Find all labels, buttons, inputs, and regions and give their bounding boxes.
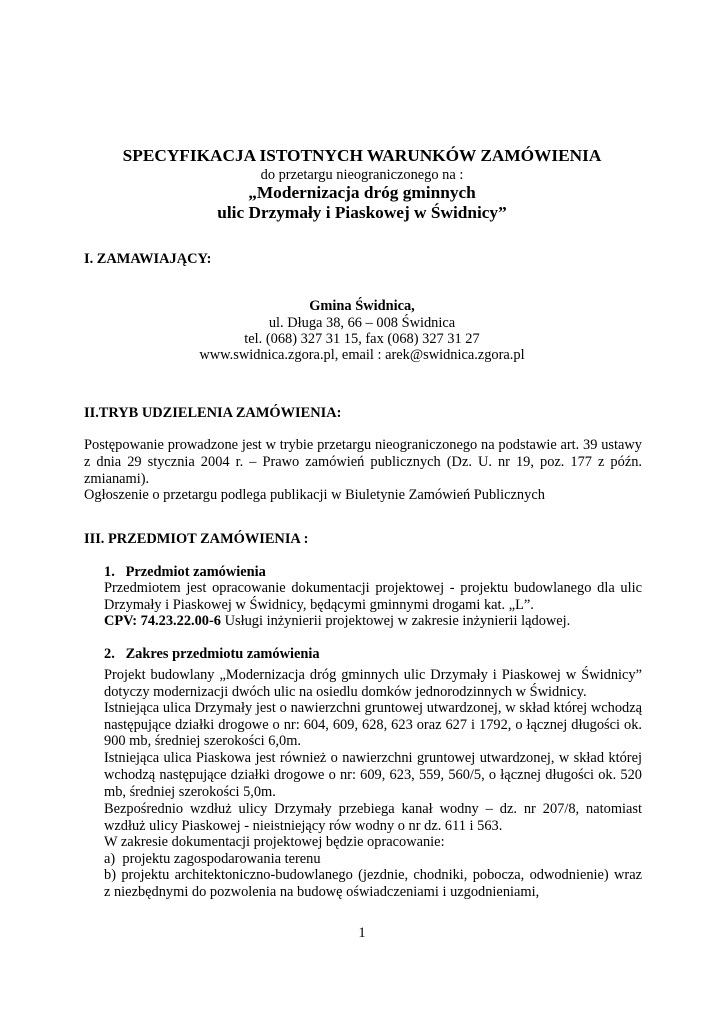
subsection2-line: wchodzą następujące działki drogowe o nr: 609, 623, 559, 560/5, o łącznej długości ok. 520 bbox=[104, 767, 642, 783]
subsection2-line: dotyczy modernizacji dwóch ulic na osiedlu domków jednorodzinnych w Świdnicy. bbox=[104, 684, 587, 700]
subsection2-heading: 2. Zakres przedmiotu zamówienia bbox=[104, 646, 320, 662]
list-item-a: a) projektu zagospodarowania terenu bbox=[104, 851, 321, 867]
page-number: 1 bbox=[358, 925, 366, 941]
project-title-line1: „Modernizacja dróg gminnych bbox=[248, 183, 476, 202]
ordering-party-address: ul. Długa 38, 66 – 008 Świdnica bbox=[268, 315, 456, 331]
ordering-party-phone: tel. (068) 327 31 15, fax (068) 327 31 27 bbox=[244, 331, 480, 347]
document-title: SPECYFIKACJA ISTOTNYCH WARUNKÓW ZAMÓWIENIA bbox=[122, 146, 602, 165]
subsection2-line: Bezpośrednio wzdłuż ulicy Drzymały przebiega kanał wodny – dz. nr 207/8, natomiast bbox=[104, 801, 642, 817]
section1-heading: I. ZAMAWIAJĄCY: bbox=[84, 251, 212, 267]
subsection1-heading: 1. Przedmiot zamówienia bbox=[104, 564, 266, 580]
section2-publication-note: Ogłoszenie o przetargu podlega publikacji w Biuletynie Zamówień Publicznych bbox=[84, 487, 545, 503]
section2-paragraph-line: zmianami). bbox=[84, 471, 150, 487]
section3-heading: III. PRZEDMIOT ZAMÓWIENIA : bbox=[84, 531, 309, 547]
subsection1-line: Przedmiotem jest opracowanie dokumentacji projektowej - projektu budowlanego dla ulic bbox=[104, 580, 642, 596]
ordering-party-web: www.swidnica.zgora.pl, email : arek@swidnica.zgora.pl bbox=[199, 347, 525, 363]
subsection2-line: Istniejąca ulica Drzymały jest o nawierzchni gruntowej utwardzonej, w skład której wchodzą bbox=[104, 700, 642, 716]
subsection2-line: 900 mb, średniej szerokości 6,0m. bbox=[104, 733, 302, 749]
subsection2-line: W zakresie dokumentacji projektowej będzie opracowanie: bbox=[104, 834, 445, 850]
ordering-party-name: Gmina Świdnica, bbox=[309, 298, 415, 314]
subsection2-line: następujące działki drogowe o nr: 604, 609, 628, 623 oraz 627 i 1792, o łącznej długości ok. bbox=[104, 717, 642, 733]
cpv-line bbox=[104, 613, 642, 631]
subsection2-line: Projekt budowlany „Modernizacja dróg gminnych ulic Drzymały i Piaskowej w Świdnicy” bbox=[104, 667, 642, 683]
subsection2-line: mb, średniej szerokości 5,0m. bbox=[104, 784, 276, 800]
project-title-line2: ulic Drzymały i Piaskowej w Świdnicy” bbox=[217, 203, 507, 222]
cpv-code: CPV: 74.23.22.00-6 bbox=[104, 613, 221, 629]
section2-heading: II.TRYB UDZIELENIA ZAMÓWIENIA: bbox=[84, 405, 342, 421]
section2-paragraph-line: Postępowanie prowadzone jest w trybie przetargu nieograniczonego na podstawie art. 39 ustawy bbox=[84, 437, 642, 453]
cpv-description: Usługi inżynierii projektowej w zakresie inżynierii lądowej. bbox=[221, 613, 571, 629]
list-item-b: b) projektu architektoniczno-budowlanego (jezdnie, chodniki, pobocza, odwodnienie) wraz bbox=[104, 867, 642, 883]
subsection2-line: Istniejąca ulica Piaskowa jest również o nawierzchni gruntowej utwardzonej, w skład której bbox=[104, 750, 642, 766]
subsection1-line: Drzymały i Piaskowej w Świdnicy, będącymi gminnymi drogami kat. „L”. bbox=[104, 597, 534, 613]
document-subtitle: do przetargu nieograniczonego na : bbox=[260, 167, 464, 183]
subsection2-line: wzdłuż ulicy Piaskowej - nieistniejący rów wodny o nr dz. 611 i 563. bbox=[104, 818, 503, 834]
list-item-b-continued: z niezbędnymi do pozwolenia na budowę oświadczeniami i uzgodnieniami, bbox=[104, 884, 540, 900]
section2-paragraph-line: z dnia 29 stycznia 2004 r. – Prawo zamówień publicznych (Dz. U. nr 19, poz. 177 z późn. bbox=[84, 454, 642, 470]
